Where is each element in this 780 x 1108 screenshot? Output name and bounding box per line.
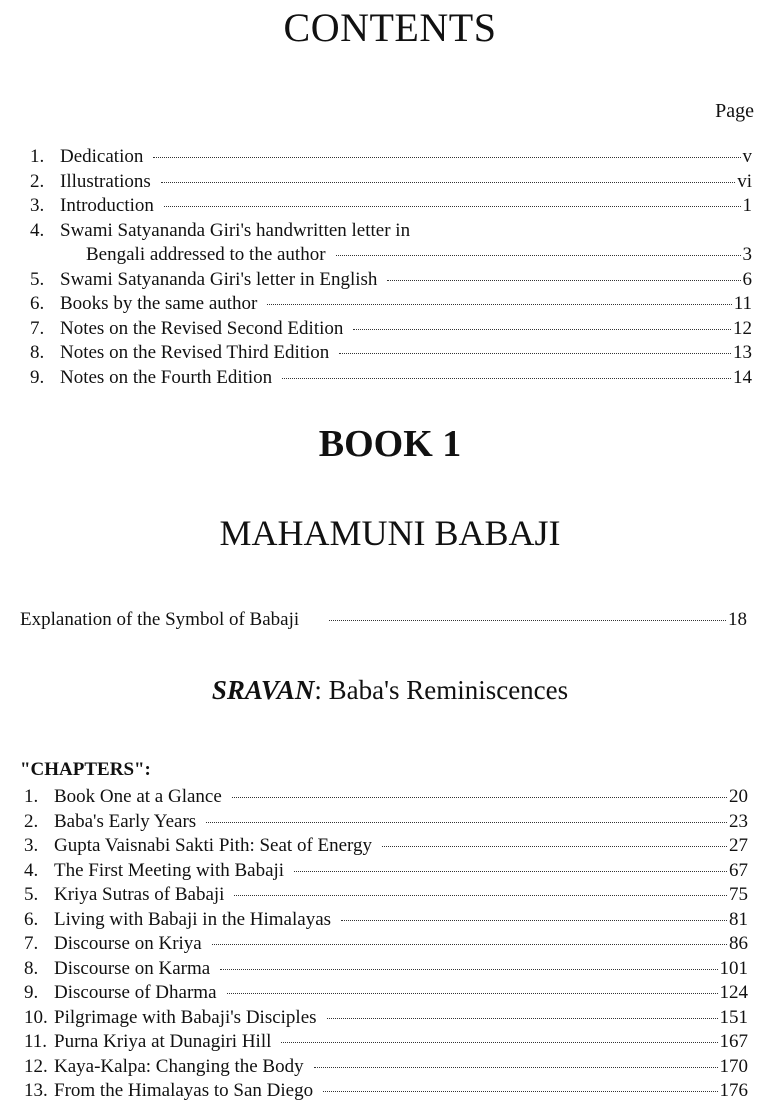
- toc-entry-text: Discourse on Kriya: [54, 933, 202, 954]
- toc-entry[interactable]: [24, 1079, 748, 1104]
- dot-leader: [314, 1067, 718, 1068]
- toc-entry[interactable]: [30, 292, 752, 317]
- toc-entry[interactable]: [24, 957, 748, 982]
- toc-entry[interactable]: [24, 834, 748, 859]
- toc-entry-page: 1: [742, 195, 752, 216]
- toc-entry-number: 4.: [24, 859, 39, 881]
- toc-entry[interactable]: [30, 219, 752, 244]
- toc-entry-page: 167: [719, 1031, 748, 1052]
- toc-entry-number: 8.: [24, 957, 39, 979]
- toc-entry-text: Explanation of the Symbol of Babaji: [20, 609, 300, 630]
- dot-leader: [232, 797, 727, 798]
- chapters-list: [24, 785, 748, 1104]
- toc-entry-page: 86: [729, 933, 748, 954]
- toc-entry[interactable]: [24, 1006, 748, 1031]
- dot-leader: [329, 620, 726, 621]
- dot-leader: [164, 206, 741, 207]
- page-column-label: Page: [715, 100, 754, 122]
- dot-leader: [281, 1042, 717, 1043]
- toc-entry-page: 13: [733, 342, 752, 363]
- dot-leader: [212, 944, 727, 945]
- toc-entry-text: Notes on the Revised Second Edition: [60, 317, 344, 339]
- dot-leader: [336, 255, 741, 256]
- toc-entry-page: 81: [729, 908, 748, 930]
- dot-leader: [353, 329, 731, 330]
- toc-entry-number: 10.: [24, 1006, 48, 1028]
- toc-entry[interactable]: [24, 785, 748, 810]
- section-heading-rest: : Baba's Reminiscences: [314, 675, 569, 705]
- toc-entry-number: 7.: [30, 317, 45, 339]
- book-title: MAHAMUNI BABAJI: [219, 513, 561, 553]
- toc-entry-page: 27: [729, 835, 748, 856]
- toc-entry-number: 5.: [30, 268, 45, 290]
- toc-entry-text: Purna Kriya at Dunagiri Hill: [54, 1031, 272, 1052]
- toc-entry-page: 67: [729, 859, 748, 881]
- toc-entry-text: Gupta Vaisnabi Sakti Pith: Seat of Energy: [54, 835, 373, 856]
- dot-leader: [323, 1091, 717, 1092]
- toc-entry-page: 12: [733, 317, 752, 339]
- toc-entry[interactable]: [30, 366, 752, 391]
- toc-entry-number: 13.: [24, 1080, 48, 1101]
- dot-leader: [387, 280, 740, 281]
- dot-leader: [294, 871, 727, 872]
- front-matter-list: [30, 145, 752, 390]
- toc-entry-page: 124: [719, 982, 748, 1003]
- toc-entry-number: 1.: [30, 146, 45, 167]
- chapters-heading: "CHAPTERS":: [20, 759, 151, 780]
- toc-entry-continuation[interactable]: [30, 243, 752, 268]
- toc-entry-page: 151: [719, 1006, 748, 1028]
- toc-entry-number: 2.: [30, 170, 45, 192]
- toc-entry-text: Illustrations: [60, 170, 151, 192]
- toc-entry-number: 9.: [30, 366, 45, 388]
- symbol-entry[interactable]: [20, 608, 747, 633]
- toc-entry-text: Introduction: [60, 195, 154, 216]
- toc-entry[interactable]: [30, 317, 752, 342]
- toc-entry-number: 3.: [30, 195, 45, 216]
- toc-entry-number: 6.: [30, 293, 45, 314]
- dot-leader: [327, 1018, 718, 1019]
- section-heading: [0, 675, 780, 706]
- toc-entry-text: Discourse of Dharma: [54, 982, 217, 1003]
- toc-entry-number: 7.: [24, 933, 39, 954]
- toc-entry-number: 6.: [24, 908, 39, 930]
- toc-entry-page: 176: [719, 1080, 748, 1101]
- toc-entry-text: Swami Satyananda Giri's handwritten letter in: [60, 219, 411, 241]
- dot-leader: [341, 920, 727, 921]
- dot-leader: [234, 895, 727, 896]
- toc-entry-text: Kriya Sutras of Babaji: [54, 884, 225, 905]
- toc-entry-text: Notes on the Revised Third Edition: [60, 342, 330, 363]
- toc-entry-text-continued: Bengali addressed to the author: [86, 244, 326, 265]
- toc-entry-number: 1.: [24, 786, 39, 807]
- toc-entry[interactable]: [24, 883, 748, 908]
- toc-entry-text: Notes on the Fourth Edition: [60, 366, 273, 388]
- book-heading: BOOK 1: [318, 423, 462, 465]
- toc-entry[interactable]: [24, 981, 748, 1006]
- toc-entry-text: Swami Satyananda Giri's letter in English: [60, 268, 378, 290]
- toc-entry-number: 3.: [24, 835, 39, 856]
- dot-leader: [220, 969, 717, 970]
- toc-entry-page: 11: [733, 293, 752, 314]
- toc-entry-text: Living with Babaji in the Himalayas: [54, 908, 332, 930]
- toc-entry-number: 2.: [24, 810, 39, 832]
- toc-entry[interactable]: [24, 810, 748, 835]
- dot-leader: [161, 182, 735, 183]
- toc-entry-text: The First Meeting with Babaji: [54, 859, 285, 881]
- toc-entry-page: 3: [742, 244, 752, 265]
- toc-entry-text: Discourse on Karma: [54, 957, 211, 979]
- dot-leader: [267, 304, 731, 305]
- toc-entry-page: 23: [729, 810, 748, 832]
- toc-entry-text: From the Himalayas to San Diego: [54, 1080, 314, 1101]
- toc-entry[interactable]: [30, 170, 752, 195]
- toc-entry-number: 4.: [30, 219, 45, 241]
- toc-entry-text: Pilgrimage with Babaji's Disciples: [54, 1006, 317, 1028]
- toc-entry-text: Book One at a Glance: [54, 786, 222, 807]
- toc-entry-number: 11.: [24, 1031, 48, 1052]
- toc-entry-text: Kaya-Kalpa: Changing the Body: [54, 1055, 304, 1077]
- dot-leader: [282, 378, 731, 379]
- section-heading-emphasis: SRAVAN: [211, 675, 315, 705]
- page-title: CONTENTS: [283, 5, 497, 50]
- toc-entry[interactable]: [30, 145, 752, 170]
- toc-entry[interactable]: [30, 268, 752, 293]
- toc-entry-number: 9.: [24, 982, 39, 1003]
- toc-entry-text: Baba's Early Years: [54, 810, 197, 832]
- toc-entry-page: 14: [733, 366, 752, 388]
- toc-entry[interactable]: [30, 194, 752, 219]
- toc-entry-text: Dedication: [60, 146, 144, 167]
- toc-entry-number: 5.: [24, 884, 39, 905]
- toc-entry-page: 101: [719, 957, 748, 979]
- toc-entry-page: 75: [729, 884, 748, 905]
- toc-entry-page: vi: [737, 170, 752, 192]
- toc-entry-text: Books by the same author: [60, 293, 258, 314]
- toc-entry[interactable]: [24, 932, 748, 957]
- toc-entry-page: 20: [729, 786, 748, 807]
- dot-leader: [206, 822, 727, 823]
- toc-entry-number: 8.: [30, 342, 45, 363]
- dot-leader: [153, 157, 740, 158]
- toc-entry[interactable]: [30, 341, 752, 366]
- dot-leader: [339, 353, 731, 354]
- dot-leader: [382, 846, 727, 847]
- toc-entry[interactable]: [24, 908, 748, 933]
- toc-entry[interactable]: [24, 1055, 748, 1080]
- toc-entry-number: 12.: [24, 1055, 48, 1077]
- dot-leader: [227, 993, 718, 994]
- toc-entry[interactable]: [24, 1030, 748, 1055]
- toc-entry-page: 170: [719, 1055, 748, 1077]
- toc-entry-page: v: [742, 146, 752, 167]
- toc-entry[interactable]: [24, 859, 748, 884]
- toc-entry-page: 18: [728, 609, 747, 630]
- toc-entry-page: 6: [742, 268, 752, 290]
